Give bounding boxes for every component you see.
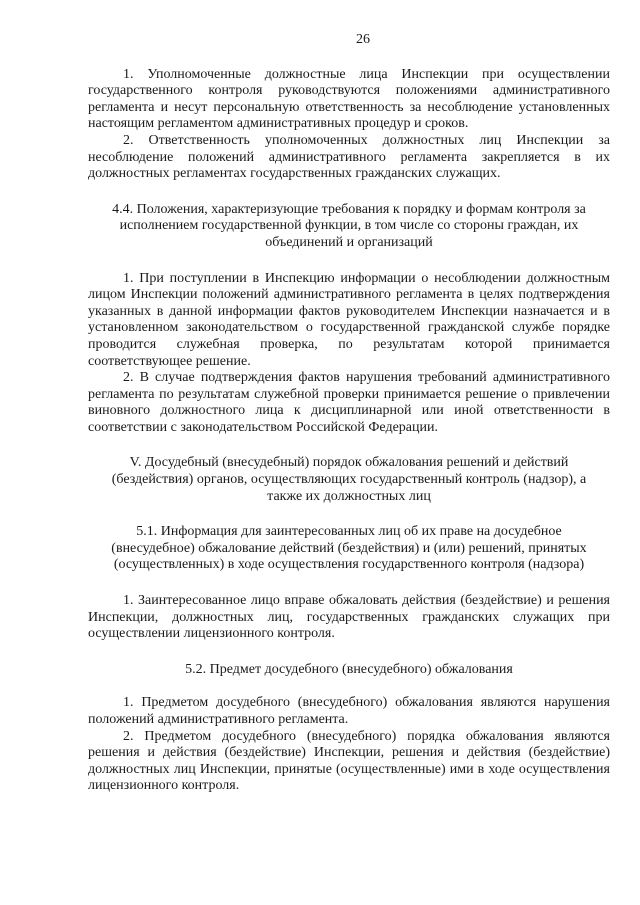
page-number: 26 bbox=[356, 32, 370, 47]
spacer bbox=[88, 183, 610, 202]
document-page bbox=[88, 32, 610, 795]
spacer bbox=[88, 252, 610, 271]
spacer bbox=[88, 505, 610, 524]
section-heading-5-2: 5.2. Предмет досудебного (внесудебного) обжалования bbox=[185, 661, 513, 677]
section-heading-4-4: 4.4. Положения, характеризующие требования к порядку и формам контроля за исполнением государственной функции, в том числе со стороны граждан, их объединений и организаций bbox=[112, 201, 586, 250]
spacer bbox=[88, 678, 610, 695]
paragraph-appeal-right: 1. Заинтересованное лицо вправе обжаловать действия (бездействие) и решения Инспекции, должностных лиц, государственных гражданских служащих при осуществлении лицензионного контроля. bbox=[88, 593, 610, 642]
section-heading-5-1: 5.1. Информация для заинтересованных лиц об их праве на досудебное (внесудебное) обжалование действий (бездействия) и (или) решений, принятых (осуществленных) в ходе осуществления государственного контроля (надзора) bbox=[111, 524, 587, 573]
paragraph-control-1: 1. При поступлении в Инспекцию информации о несоблюдении должностным лицом Инспекции положений административного регламента в целях подтверждения указанных в данной информации фактов руководителем Инспекции назначается и в установленном законодательством о государственной гражданской службе порядке проводится служебная проверка, по результатам которой принимается соответствующее решение. bbox=[88, 270, 610, 369]
paragraph-control-2: 2. В случае подтверждения фактов нарушения требований административного регламента по результатам служебной проверки принимается решение о привлечении виновного должностного лица к дисциплинарной или иной ответственности в соответствии с законодательством Российской Федерации. bbox=[88, 370, 610, 435]
spacer bbox=[88, 436, 610, 455]
spacer bbox=[88, 574, 610, 593]
section-heading-5: V. Досудебный (внесудебный) порядок обжалования решений и действий (бездействия) органов, осуществляющих государственный контроль (надзор), а также их должностных лиц bbox=[111, 455, 587, 504]
paragraph-responsibility-1: 1. Уполномоченные должностные лица Инспекции при осуществлении государственного контроля руководствуются положениями административного регламента и несут персональную ответственность за несоблюдение установленных настоящим регламентом административных процедур и сроков. bbox=[88, 66, 610, 132]
spacer bbox=[88, 643, 610, 662]
paragraph-appeal-subject-1: 1. Предметом досудебного (внесудебного) обжалования являются нарушения положений административного регламента. bbox=[88, 695, 610, 727]
paragraph-appeal-subject-2: 2. Предметом досудебного (внесудебного) порядка обжалования являются решения и действия (бездействие) Инспекции, решения и действия (бездействие) должностных лиц Инспекции, принятые (осуществленные) ими в ходе осуществления лицензионного контроля. bbox=[88, 728, 610, 794]
paragraph-responsibility-2: 2. Ответственность уполномоченных должностных лиц Инспекции за несоблюдение положений административного регламента закрепляется в их должностных регламентах государственных гражданских служащих. bbox=[88, 132, 610, 182]
